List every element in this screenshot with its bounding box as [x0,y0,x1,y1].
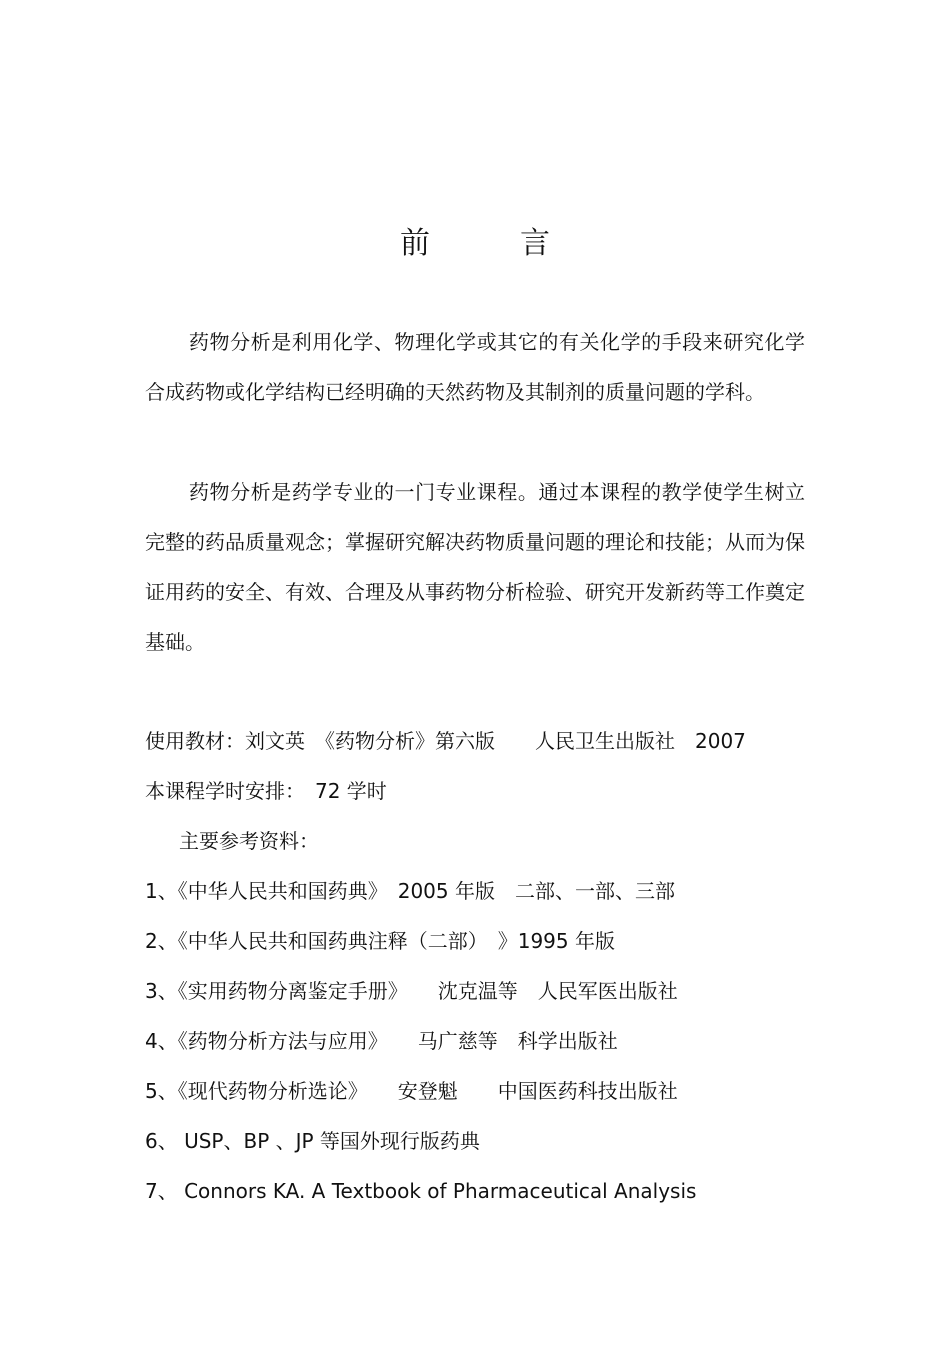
page-title [0,222,950,266]
reference-item: 6、 USP、BP 、JP 等国外现行版药典 [145,1129,480,1153]
reference-item: 7、 Connors KA. A Textbook of Pharmaceutical Analysis [145,1179,697,1203]
references-heading: 主要参考资料： [179,829,319,853]
title-char-2: 言 [520,226,550,261]
title-char-1: 前 [400,226,430,261]
reference-item: 4、《药物分析方法与应用》 马广慈等 科学出版社 [145,1029,618,1053]
intro-paragraph-2: 药物分析是药学专业的一门专业课程。通过本课程的教学使学生树立完整的药品质量观念；掌握研究解决药物质量问题的理论和技能；从而为保证用药的安全、有效、合理及从事药物分析检验、研究开发新药等工作奠定基础。 [145,480,805,654]
course-hours-line: 本课程学时安排： 72 学时 [145,779,387,803]
reference-item: 3、《实用药物分离鉴定手册》 沈克温等 人民军医出版社 [145,979,678,1003]
intro-paragraph-1: 药物分析是利用化学、物理化学或其它的有关化学的手段来研究化学合成药物或化学结构已经明确的天然药物及其制剂的质量问题的学科。 [145,330,805,404]
reference-item: 2、《中华人民共和国药典注释（二部） 》1995 年版 [145,929,615,953]
reference-item: 5、《现代药物分析选论》 安登魁 中国医药科技出版社 [145,1079,678,1103]
reference-item: 1、《中华人民共和国药典》 2005 年版 二部、一部、三部 [145,879,675,903]
textbook-line: 使用教材：刘文英 《药物分析》第六版 人民卫生出版社 2007 [145,729,746,753]
